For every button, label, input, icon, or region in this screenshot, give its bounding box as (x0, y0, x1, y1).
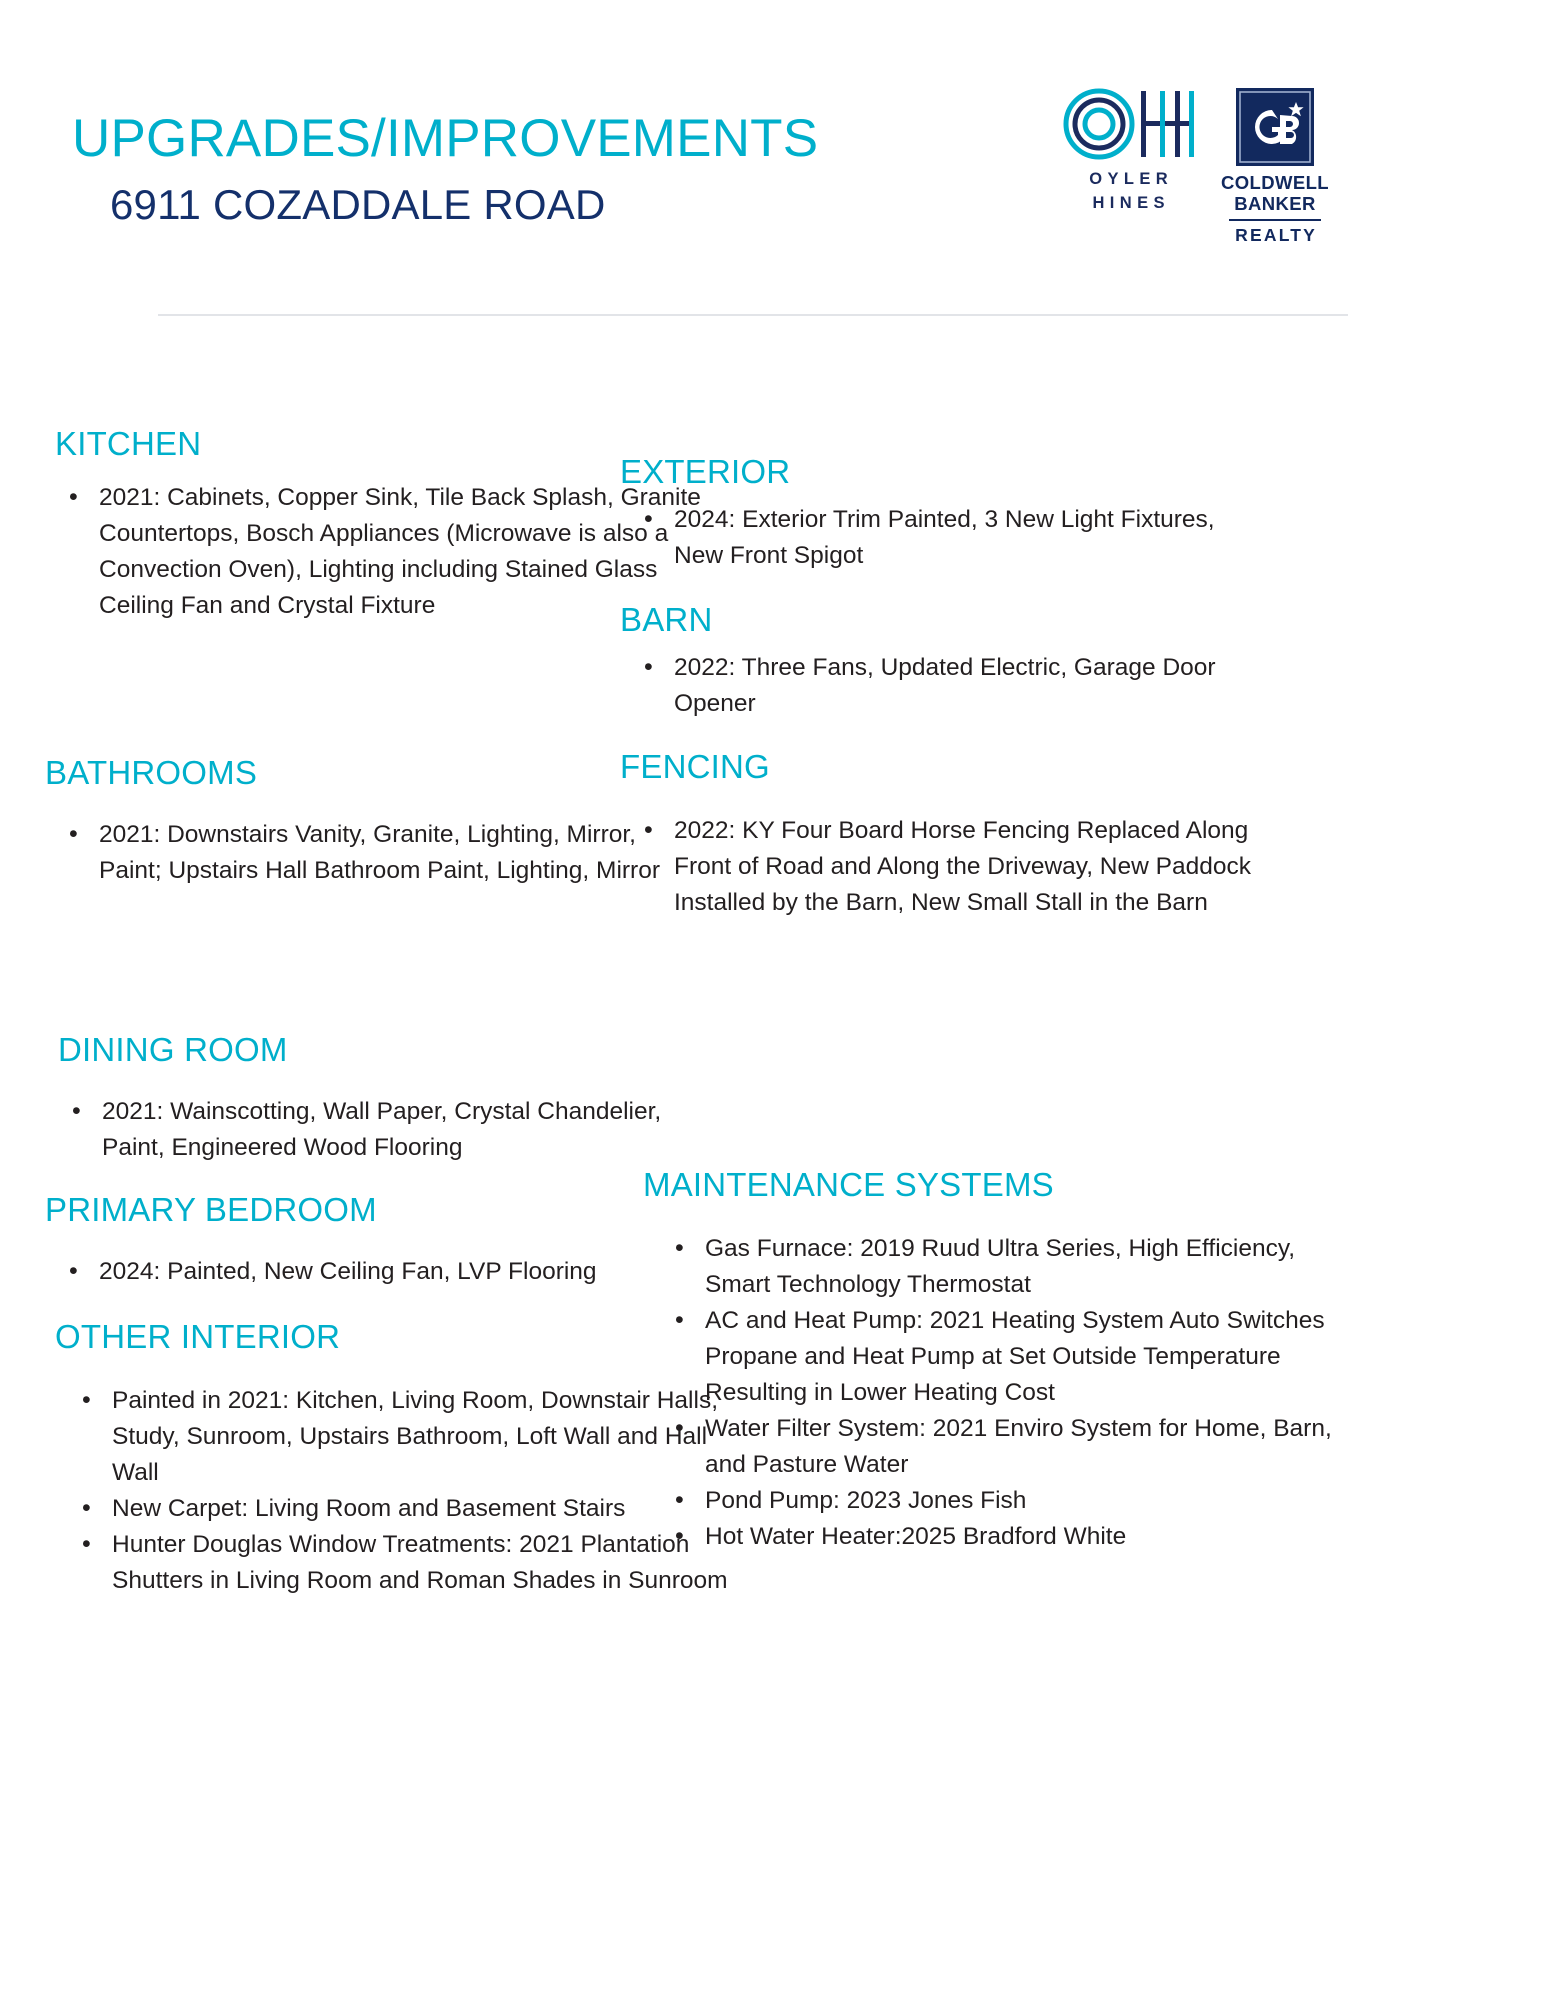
section-list-bathrooms (45, 817, 695, 889)
section-list-dining-room (58, 1094, 698, 1166)
coldwell-banker-line-1: COLDWELL (1220, 172, 1329, 193)
section-exterior (620, 455, 1320, 574)
section-barn (620, 603, 1320, 722)
coldwell-banker-line-3: REALTY (1235, 225, 1318, 246)
logo-group (1062, 88, 1333, 246)
list-item: • New Carpet: Living Room and Basement Stairs (68, 1491, 733, 1527)
section-heading-primary-bedroom: PRIMARY BEDROOM (45, 1191, 377, 1228)
list-item: • Hot Water Heater:2025 Bradford White (661, 1519, 1341, 1555)
document-header (0, 0, 1545, 330)
section-heading-maintenance-systems: MAINTENANCE SYSTEMS (643, 1166, 1054, 1203)
section-maintenance-systems (643, 1168, 1383, 1555)
section-heading-dining-room: DINING ROOM (58, 1031, 288, 1068)
list-item: • 2022: KY Four Board Horse Fencing Replaced Along Front of Road and Along the Driveway, New Paddock Installed by the Barn, New Small Stall in the Barn (630, 813, 1295, 921)
oyler-hines-line-1: OYLER (1089, 170, 1174, 188)
list-item: • AC and Heat Pump: 2021 Heating System Auto Switches Propane and Heat Pump at Set Outside Temperature Resulting in Lower Heating Cost (661, 1303, 1341, 1411)
list-item: • Painted in 2021: Kitchen, Living Room, Downstair Halls, Study, Sunroom, Upstairs Bathroom, Loft Wall and Hall Wall (68, 1383, 733, 1491)
oyler-hines-line-2: HINES (1092, 193, 1170, 212)
section-list-exterior (620, 502, 1270, 574)
cb-monogram-icon (1236, 88, 1314, 166)
coldwell-banker-wordmark (1221, 173, 1329, 214)
list-item: • 2021: Downstairs Vanity, Granite, Lighting, Mirror, Paint; Upstairs Hall Bathroom Paint, Lighting, Mirror (55, 817, 695, 889)
section-heading-exterior: EXTERIOR (620, 453, 791, 490)
title-block (72, 109, 1002, 228)
oyler-hines-wordmark (1084, 168, 1173, 216)
oh-monogram-icon (1063, 88, 1194, 160)
section-list-other-interior (55, 1383, 733, 1599)
section-heading-fencing: FENCING (620, 748, 770, 785)
section-list-barn (620, 650, 1290, 722)
section-fencing (620, 750, 1340, 921)
page-title: UPGRADES/IMPROVEMENTS (72, 109, 819, 168)
section-list-primary-bedroom (45, 1254, 715, 1290)
oyler-hines-logo (1062, 88, 1195, 216)
list-item: • Pond Pump: 2023 Jones Fish (661, 1483, 1341, 1519)
list-item: • 2024: Exterior Trim Painted, 3 New Light Fixtures, New Front Spigot (630, 502, 1270, 574)
list-item: • Gas Furnace: 2019 Ruud Ultra Series, High Efficiency, Smart Technology Thermostat (661, 1231, 1341, 1303)
section-heading-barn: BARN (620, 601, 713, 638)
section-heading-kitchen: KITCHEN (55, 425, 202, 462)
page-subtitle-address: 6911 COZADDALE ROAD (110, 181, 606, 228)
list-item: • 2021: Wainscotting, Wall Paper, Crystal Chandelier, Paint, Engineered Wood Flooring (58, 1094, 698, 1166)
section-heading-other-interior: OTHER INTERIOR (55, 1318, 341, 1355)
list-item: • 2022: Three Fans, Updated Electric, Garage Door Opener (630, 650, 1290, 722)
coldwell-banker-logo (1217, 88, 1333, 246)
section-list-fencing (620, 813, 1295, 921)
coldwell-banker-line-2: BANKER (1234, 192, 1316, 214)
list-item: • 2024: Painted, New Ceiling Fan, LVP Flooring (55, 1254, 715, 1290)
list-item: • Hunter Douglas Window Treatments: 2021 Plantation Shutters in Living Room and Roman Shades in Sunroom (68, 1527, 733, 1599)
section-heading-bathrooms: BATHROOMS (45, 754, 258, 791)
list-item: • 2021: Cabinets, Copper Sink, Tile Back Splash, Granite Countertops, Bosch Appliances (Microwave is also a Convection Oven), Lighting including Stained Glass Ceiling Fan and Crystal Fixture (55, 480, 710, 624)
section-list-maintenance-systems (643, 1231, 1341, 1555)
header-divider (158, 314, 1348, 316)
section-primary-bedroom (45, 1193, 745, 1290)
section-list-kitchen (55, 480, 710, 624)
coldwell-banker-rule (1229, 219, 1321, 221)
list-item: • Water Filter System: 2021 Enviro System for Home, Barn, and Pasture Water (661, 1411, 1341, 1483)
section-dining-room (58, 1033, 758, 1166)
